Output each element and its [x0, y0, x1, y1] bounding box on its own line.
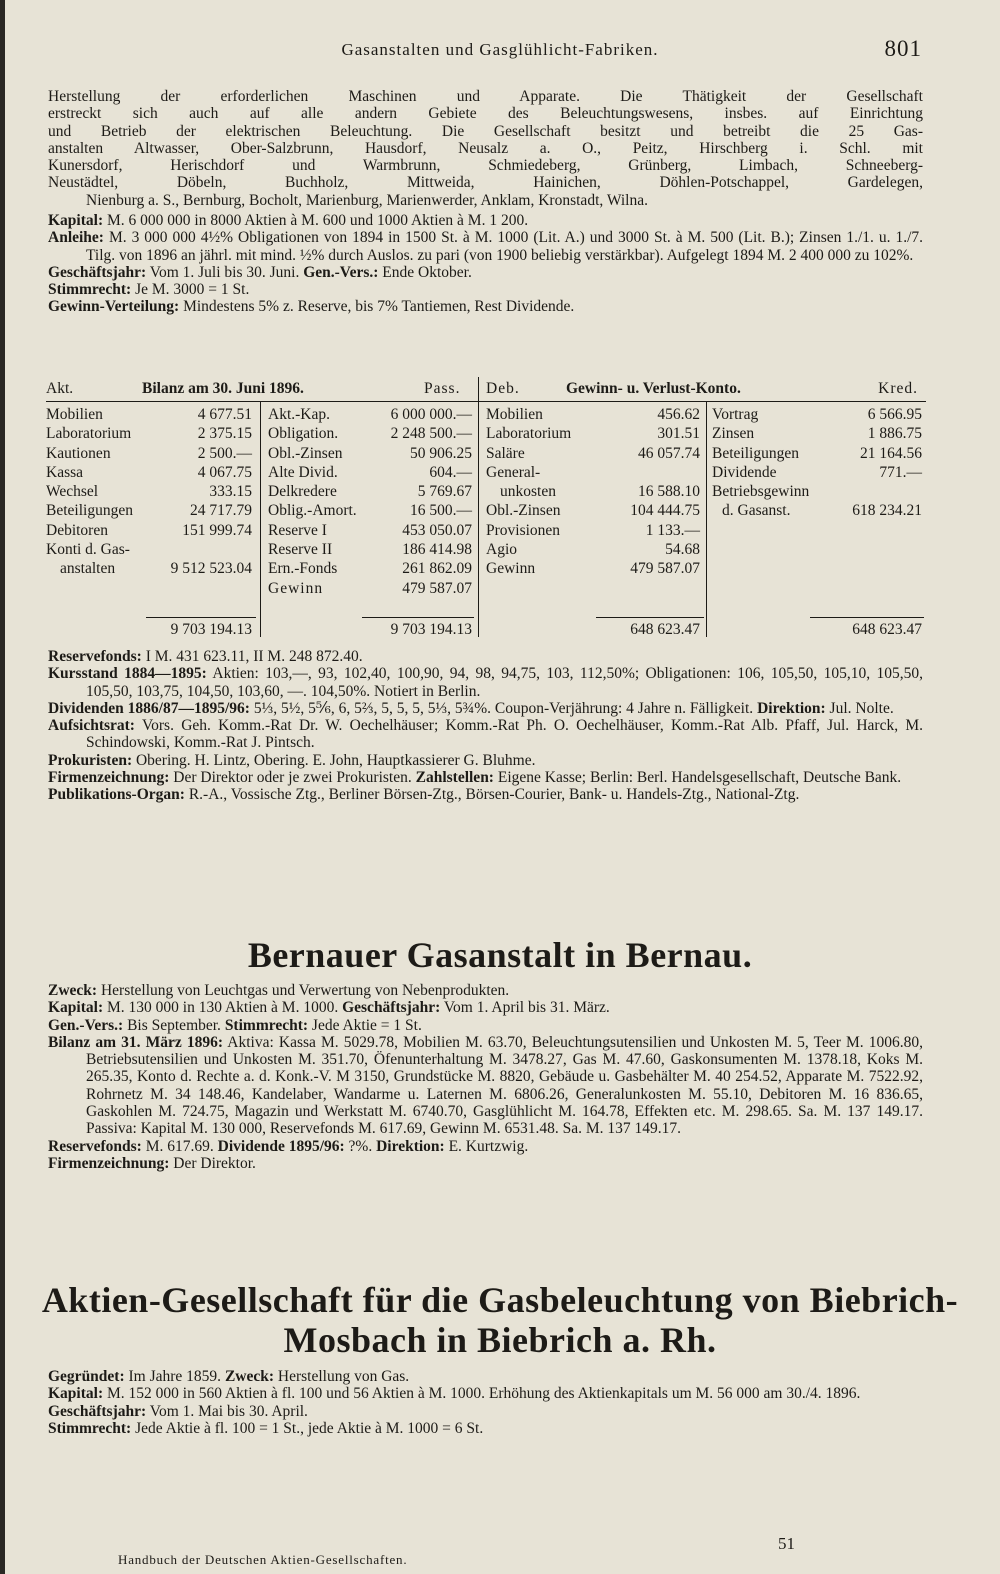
fact-label: Gen.-Vers.: [48, 1016, 124, 1034]
fact-label: Kapital: [48, 999, 104, 1017]
kredit-total: 648 623.47 [852, 621, 922, 638]
row-label: Beteiligungen [712, 444, 799, 462]
intro-line: und Betrieb der elektrischen Beleuchtung. Die Gesellschaft besitzt und betreibt die 25 Gas- [48, 122, 923, 140]
row-value: 6 566.95 [867, 406, 922, 423]
fact-text: Im Jahre 1859. [128, 1368, 222, 1385]
row-value: 453 050.07 [402, 521, 472, 539]
row-value: 54.68 [665, 541, 700, 559]
table-row [486, 444, 700, 463]
row-label: Oblig.-Amort. [268, 502, 357, 520]
fact-geschaeftsjahr [48, 264, 923, 281]
fact-aufsichtsrat [48, 717, 923, 752]
row-value: 104 444.75 [630, 502, 700, 520]
fact-label: Bilanz am 31. März 1896: [48, 1033, 223, 1051]
fact-label: Kapital: [48, 212, 104, 229]
row-label: Provisionen [486, 521, 561, 539]
passiva-column [268, 405, 472, 598]
fact-label: Kursstand 1884—1895: [48, 665, 207, 683]
balance-table-header [46, 377, 926, 402]
table-row [486, 405, 700, 424]
sum-rule [146, 617, 256, 618]
aktiva-total: 9 703 194.13 [170, 621, 252, 638]
fact-label: Prokuristen: [48, 751, 133, 769]
fact-label: Stimmrecht: [48, 1419, 132, 1437]
intro-line: Herstellung der erforderlichen Maschinen und Apparate. Die Thätigkeit der Gesellschaft [48, 88, 923, 105]
fact-label: Aufsichtsrat: [48, 717, 135, 735]
col-head-bilanz: Bilanz am 30. Juni 1896. [142, 380, 304, 397]
row-value: 46 057.74 [638, 444, 700, 462]
row-label: Saläre [486, 444, 525, 462]
row-label: Konti d. Gas- [46, 541, 130, 559]
fact-publikations-organ [48, 786, 923, 803]
table-divider-main [478, 377, 479, 637]
row-label: Laboratorium [486, 425, 572, 443]
kredit-column [712, 405, 922, 521]
table-row [268, 521, 472, 540]
table-divider [706, 401, 707, 637]
fact-text: Jede Aktie à fl. 100 = 1 St., jede Aktie à M. 1000 = 6 St. [135, 1419, 484, 1437]
fact-dividenden [48, 700, 923, 717]
row-value: 50 906.25 [410, 444, 472, 462]
aktiva-column [46, 405, 252, 579]
table-row [486, 540, 700, 559]
fact-label: Geschäftsjahr: [342, 999, 441, 1017]
col-head-akt: Akt. [46, 380, 74, 397]
table-row [46, 559, 252, 578]
fact-text: ?%. [348, 1137, 373, 1155]
intro-line: anstalten Altwasser, Ober-Salzbrunn, Hausdorf, Neusalz a. O., Peitz, Hirschberg i. Schl. mit [48, 139, 923, 157]
sheet-signature: 51 [778, 1534, 795, 1553]
fact-text: M. 130 000 in 130 Aktien à M. 1000. [107, 999, 339, 1017]
fact-text: Vom 1. April bis 31. März. [443, 999, 610, 1017]
row-value: 479 587.07 [402, 579, 472, 597]
row-value: 186 414.98 [402, 541, 472, 559]
row-value: 456.62 [657, 406, 700, 423]
row-label: Kautionen [46, 444, 111, 462]
table-row [712, 424, 922, 443]
fact-reservefonds [48, 1138, 923, 1155]
table-row [46, 424, 252, 443]
fact-text: M. 6 000 000 in 8000 Aktien à M. 600 und 1000 Aktien à M. 1 200. [107, 212, 529, 229]
row-label: Debitoren [46, 521, 108, 539]
fact-bilanz [48, 1034, 923, 1138]
fact-text: R.-A., Vossische Ztg., Berliner Börsen-Ztg., Börsen-Courier, Bank- u. Handels-Ztg., National-Ztg. [188, 786, 800, 804]
intro-line: Kunersdorf, Herischdorf und Warmbrunn, Schmiedeberg, Grünberg, Limbach, Schneeberg- [48, 157, 923, 175]
fact-text: Vom 1. Juli bis 30. Juni. [149, 263, 300, 281]
row-label: Mobilien [486, 406, 543, 423]
fact-anleihe [48, 229, 923, 264]
fact-firmenzeichnung [48, 1155, 923, 1172]
fact-label: Stimmrecht: [48, 281, 132, 299]
row-label: Obl.-Zinsen [268, 444, 343, 462]
section-title-bernau: Bernauer Gasanstalt in Bernau. [247, 935, 753, 975]
row-label: General- [486, 463, 541, 481]
fact-label: Dividende 1895/96: [217, 1137, 345, 1155]
fact-firmenzeichnung [48, 769, 923, 786]
row-value: 24 717.79 [190, 502, 252, 520]
fact-text: Obering. H. Lintz, Obering. E. John, Hauptkassierer G. Bluhme. [135, 751, 536, 769]
table-row [268, 559, 472, 578]
running-header: Gasanstalten und Gasglühlicht-Fabriken. [341, 40, 659, 59]
fact-text: Herstellung von Gas. [277, 1368, 410, 1385]
row-value: 2 248 500.— [390, 425, 472, 443]
fact-reservefonds [48, 648, 923, 665]
fact-text: 5⅓, 5½, 5⅚, 6, 5⅔, 5, 5, 5, 5⅓, 5¾%. Coupon-Verjährung: 4 Jahre n. Fälligkeit. [253, 699, 754, 717]
row-value: 2 375.15 [197, 425, 252, 443]
section-title-biebrich: Aktien-Gesellschaft für die Gasbeleuchtung von Biebrich- [41, 1280, 959, 1320]
sum-rule [362, 617, 474, 618]
table-row [268, 501, 472, 520]
fact-label: Zahlstellen: [415, 769, 494, 787]
section-bernau-body [48, 982, 923, 1172]
row-value: 16 500.— [410, 502, 472, 520]
fact-stimmrecht [48, 281, 923, 298]
row-label: Beteiligungen [46, 502, 133, 520]
table-row [46, 482, 252, 501]
fact-gewinn-verteilung [48, 298, 923, 315]
col-head-deb: Deb. [486, 380, 520, 397]
row-value: 5 769.67 [417, 483, 472, 501]
fact-text: M. 152 000 in 560 Aktien à fl. 100 und 56 Aktien à M. 1000. Erhöhung des Aktienkapitals um M. 56 000 am 30./4. 1896. [107, 1385, 861, 1403]
fact-gen-vers [48, 1017, 923, 1034]
fact-text: Aktiva: Kassa M. 5029.78, Mobilien M. 63.70, Beleuchtungsutensilien und Unkosten M. 5, Teer M. 1006.80, Betriebsutensilien und Unkosten M. 351.70, Öfenunterhaltung M. 3478.27, Gas M. 47.60, Gaskonsumenten M. 1378.18, Koks M. 265.35, Konto d. Rechte a. d. Konk.-V. M 3150, Grundstücke M. 8820, Gebäude u. Gasbehälter M. 40 254.52, Apparate M. 7522.92, Rohrnetz M. 34 148.46, Kandelaber, Wandarme u. Laternen M. 6806.26, Generalunkosten M. 55.10, Debitoren M. 16 836.65, Gaskohlen M. 724.75, Magazin und Werkstatt M. 6740.70, Gasglühlicht M. 164.78, Effekten etc. M. 298.65. Sa. M. 137 149.17. Passiva: Kapital M. 130 000, Reservefonds M. 617.69, Gewinn M. 6531.48. Sa. M. 137 149.17. [86, 1033, 924, 1138]
row-value: 479 587.07 [630, 560, 700, 578]
row-label: Kassa [46, 463, 84, 481]
debet-column [486, 405, 700, 579]
table-row [46, 463, 252, 482]
row-label: unkosten [500, 483, 556, 501]
table-row [46, 444, 252, 463]
row-label: Betriebsgewinn [712, 483, 810, 501]
fact-label: Reservefonds: [48, 648, 142, 665]
sum-rule [810, 617, 924, 618]
fact-text: I M. 431 623.11, II M. 248 872.40. [145, 648, 363, 665]
table-row [268, 482, 472, 501]
row-label: Gewinn [268, 579, 324, 597]
fact-label: Geschäftsjahr: [48, 263, 147, 281]
fact-prokuristen [48, 752, 923, 769]
fact-label: Gen.-Vers.: [303, 263, 379, 281]
row-value: 16 588.10 [638, 483, 700, 501]
fact-label: Zweck: [224, 1368, 275, 1385]
table-row [46, 540, 252, 559]
row-value: 1 133.— [645, 521, 700, 539]
fact-label: Gewinn-Verteilung: [48, 298, 180, 316]
company-facts-2 [48, 648, 923, 804]
fact-kapital [48, 1385, 923, 1402]
row-value: 151 999.74 [182, 521, 252, 539]
table-row [486, 463, 700, 482]
fact-label: Stimmrecht: [224, 1016, 309, 1034]
col-head-gv: Gewinn- u. Verlust-Konto. [566, 380, 741, 397]
row-label: anstalten [60, 560, 116, 578]
row-label: Alte Divid. [268, 463, 338, 481]
row-value: 1 886.75 [867, 425, 922, 443]
row-label: Reserve II [268, 541, 333, 559]
row-label: Vortrag [712, 406, 759, 423]
intro-line: Nienburg a. S., Bernburg, Bocholt, Marienburg, Marienwerder, Anklam, Kronstadt, Wilna. [86, 191, 648, 209]
row-value: 6 000 000.— [390, 406, 472, 423]
row-label: Gewinn [486, 560, 536, 578]
fact-label: Kapital: [48, 1385, 104, 1403]
fact-zweck [48, 982, 923, 999]
fact-text: Jede Aktie = 1 St. [311, 1016, 422, 1034]
row-value: 4 067.75 [197, 463, 252, 481]
row-value: 21 164.56 [860, 444, 922, 462]
fact-geschaeftsjahr [48, 1403, 923, 1420]
table-row [46, 521, 252, 540]
fact-label: Gegründet: [48, 1368, 125, 1385]
fact-text: Herstellung von Leuchtgas und Verwertung von Nebenprodukten. [100, 982, 510, 999]
table-row [486, 501, 700, 520]
col-head-kred: Kred. [878, 380, 918, 397]
fact-label: Reservefonds: [48, 1137, 142, 1155]
fact-label: Publikations-Organ: [48, 786, 185, 804]
table-row [268, 540, 472, 559]
fact-text: E. Kurtzwig. [448, 1137, 529, 1155]
fact-text: Mindestens 5% z. Reserve, bis 7% Tantiemen, Rest Dividende. [183, 298, 575, 316]
footer-book-title: Handbuch der Deutschen Aktien-Gesellschaften. [118, 1552, 408, 1567]
row-label: Delkredere [268, 483, 337, 501]
table-row [712, 463, 922, 482]
fact-text: Ende Oktober. [382, 263, 472, 281]
row-value: 301.51 [657, 425, 700, 443]
fact-text: M. 617.69. [145, 1137, 214, 1155]
row-label: Akt.-Kap. [268, 406, 330, 423]
table-row [712, 444, 922, 463]
fact-stimmrecht [48, 1420, 923, 1437]
table-row [712, 482, 922, 501]
intro-paragraph [48, 88, 923, 209]
row-value: 618 234.21 [852, 502, 922, 520]
fact-label: Direktion: [376, 1137, 445, 1155]
table-row [486, 482, 700, 501]
table-row [712, 405, 922, 424]
fact-label: Anleihe: [48, 229, 104, 247]
fact-text: Vom 1. Mai bis 30. April. [149, 1402, 308, 1420]
row-label: Zinsen [712, 425, 755, 443]
fact-text: M. 3 000 000 4½% Obligationen von 1894 in 1500 St. à M. 1000 (Lit. A.) und 3000 St. à M. 500 (Lit. B.); Zinsen 1./1. u. 1./7. Tilg. von 1896 an jährl. mit mind. ½% durch Auslos. zu pari (von 1900 beliebig verstärkbar). Aufgelegt 1894 M. 2 400 000 zu 102%. [86, 229, 924, 264]
row-label: Obligation. [268, 425, 339, 443]
passiva-total: 9 703 194.13 [390, 621, 472, 638]
company-facts [48, 212, 923, 316]
row-value: 771.— [879, 463, 922, 481]
row-label: Reserve I [268, 521, 327, 539]
row-label: Laboratorium [46, 425, 132, 443]
fact-text: Vors. Geh. Komm.-Rat Dr. W. Oechelhäuser; Komm.-Rat Ph. O. Oechelhäuser, Komm.-Rat Alb. Pfaff, Jul. Harck, M. Schindowski, Komm.-Rat J. Pintsch. [86, 717, 923, 752]
intro-line: Neustädtel, Döbeln, Buchholz, Mittweida, Hainichen, Döhlen-Potschappel, Gardelegen, [48, 174, 923, 192]
table-row [268, 444, 472, 463]
row-label: Mobilien [46, 406, 103, 423]
fact-gegruendet [48, 1368, 923, 1385]
row-value: 333.15 [209, 483, 252, 501]
fact-label: Firmenzeichnung: [48, 769, 170, 787]
table-row [268, 579, 472, 598]
table-row [486, 424, 700, 443]
row-label: Dividende [712, 463, 777, 481]
page-number: 801 [884, 36, 922, 61]
row-label: Agio [486, 541, 517, 559]
table-row [46, 405, 252, 424]
table-row [46, 501, 252, 520]
fact-kursstand [48, 665, 923, 700]
debet-total: 648 623.47 [630, 621, 700, 638]
table-divider [260, 401, 261, 637]
fact-text: Jul. Nolte. [829, 699, 894, 717]
fact-text: Bis September. [127, 1016, 221, 1034]
fact-kapital [48, 212, 923, 229]
row-label: Ern.-Fonds [268, 560, 338, 578]
sum-rule [596, 617, 704, 618]
fact-text: Je M. 3000 = 1 St. [135, 281, 250, 299]
row-value: 9 512 523.04 [170, 560, 252, 578]
row-label: Obl.-Zinsen [486, 502, 561, 520]
table-row [486, 521, 700, 540]
table-row [268, 405, 472, 424]
fact-label: Direktion: [757, 699, 826, 717]
fact-text: Der Direktor oder je zwei Prokuristen. [173, 769, 412, 787]
section-title-biebrich-cont: Mosbach in Biebrich a. Rh. [283, 1320, 717, 1360]
fact-text: Aktien: 103,—, 93, 102,40, 100,90, 94, 98, 94,75, 103, 112,50%; Obligationen: 106, 105,50, 105,10, 105,50, 105,50, 103,75, 104,50, 103,60, —. 104,50%. Notiert in Berlin. [86, 665, 923, 700]
section-biebrich-body [48, 1368, 923, 1437]
row-value: 2 500.— [197, 444, 252, 462]
col-head-pass: Pass. [424, 380, 461, 397]
fact-text: Der Direktor. [173, 1154, 256, 1172]
row-label: Wechsel [46, 483, 99, 501]
table-row [486, 559, 700, 578]
table-row [712, 501, 922, 520]
fact-label: Dividenden 1886/87—1895/96: [48, 699, 250, 717]
row-value: 604.— [429, 463, 472, 481]
table-row [268, 424, 472, 443]
intro-line: erstreckt sich auch auf alle andern Gebiete des Beleuchtungswesens, insbes. auf Einrichtung [48, 105, 923, 123]
row-value: 261 862.09 [402, 560, 472, 578]
fact-text: Eigene Kasse; Berlin: Berl. Handelsgesellschaft, Deutsche Bank. [497, 769, 902, 787]
row-label: d. Gasanst. [722, 502, 791, 520]
fact-kapital [48, 999, 923, 1016]
fact-label: Firmenzeichnung: [48, 1154, 170, 1172]
table-row [268, 463, 472, 482]
fact-label: Zweck: [48, 982, 98, 999]
fact-label: Geschäftsjahr: [48, 1402, 147, 1420]
row-value: 4 677.51 [197, 406, 252, 423]
